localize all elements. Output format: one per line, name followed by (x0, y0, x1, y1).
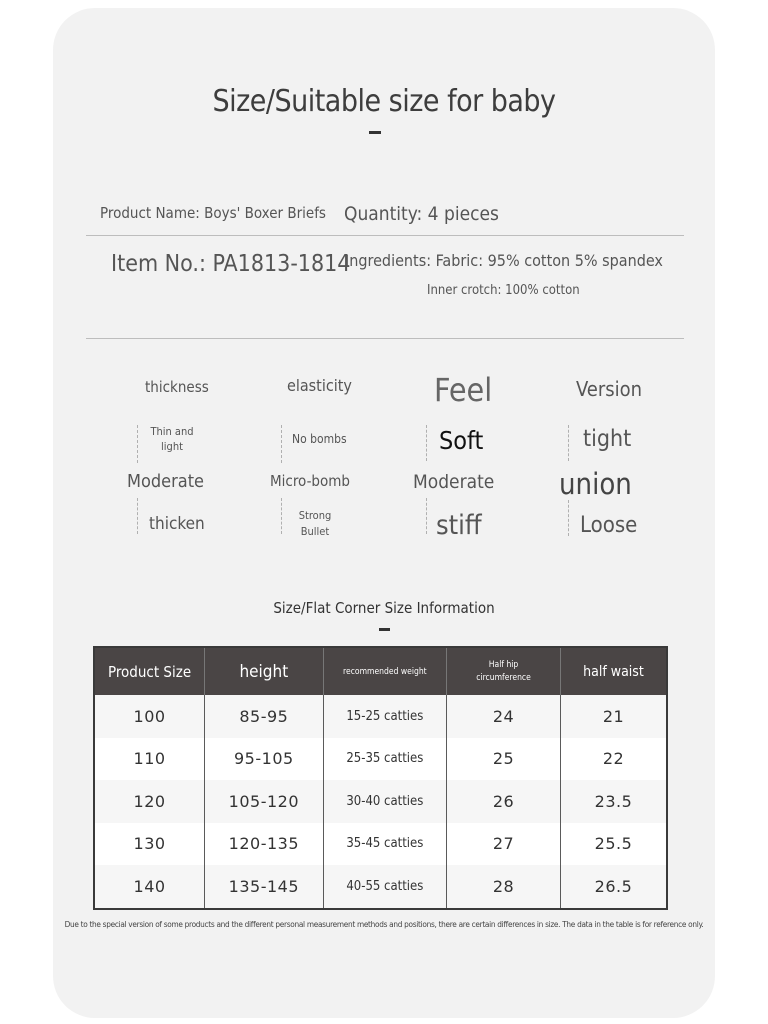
cell-height: 135-145 (205, 865, 324, 909)
version-low: tight (583, 426, 632, 452)
cell-hip: 25 (447, 738, 561, 781)
cell-waist: 23.5 (560, 780, 667, 823)
feel-high: stiff (436, 510, 482, 541)
footnote: Due to the special version of some products and the different personal measurement methods and positions, there are certain differences in size. The data in the table is for reference only. (64, 919, 704, 929)
cell-height: 95-105 (205, 738, 324, 781)
elasticity-low: No bombs (292, 432, 347, 446)
col-header-waist: half waist (560, 647, 667, 695)
feel-header: Feel (434, 371, 493, 409)
scale-line (568, 425, 569, 461)
cell-size: 100 (94, 695, 205, 738)
cell-weight: 15-25 catties (323, 695, 447, 738)
version-mid: union (559, 467, 632, 501)
cell-waist: 25.5 (560, 823, 667, 866)
product-name: Product Name: Boys' Boxer Briefs (100, 204, 326, 222)
version-header: Version (576, 377, 643, 401)
elasticity-mid: Micro-bomb (270, 472, 350, 490)
cell-hip: 27 (447, 823, 561, 866)
scale-line (426, 498, 427, 534)
thickness-mid: Moderate (127, 471, 205, 492)
elasticity-header: elasticity (287, 376, 352, 395)
col-header-size: Product Size (94, 647, 205, 695)
quantity: Quantity: 4 pieces (344, 203, 499, 225)
col-header-weight: recommended weight (323, 647, 447, 695)
ingredients: Ingredients: Fabric: 95% cotton 5% spandex (345, 251, 663, 270)
cell-waist: 22 (560, 738, 667, 781)
version-high: Loose (580, 513, 638, 538)
divider (86, 338, 684, 339)
col-header-hip: Half hip circumference (447, 647, 561, 695)
col-header-height: height (205, 647, 324, 695)
table-row (94, 823, 667, 866)
feel-low: Soft (439, 426, 484, 455)
elasticity-high: Strong Bullet (298, 509, 332, 538)
cell-height: 85-95 (205, 695, 324, 738)
page-title: Size/Suitable size for baby (212, 84, 556, 119)
cell-hip: 26 (447, 780, 561, 823)
scale-line (281, 425, 282, 463)
scale-line (137, 498, 138, 534)
cell-size: 130 (94, 823, 205, 866)
cell-hip: 28 (447, 865, 561, 909)
table-header-row (94, 647, 667, 695)
inner-crotch: Inner crotch: 100% cotton (427, 283, 580, 298)
cell-waist: 26.5 (560, 865, 667, 909)
scale-line (137, 425, 138, 463)
thickness-high: thicken (149, 514, 205, 534)
scale-line (426, 425, 427, 461)
table-row (94, 695, 667, 738)
table-row (94, 738, 667, 781)
feel-mid: Moderate (413, 471, 495, 493)
cell-size: 120 (94, 780, 205, 823)
size-table (93, 646, 668, 910)
cell-weight: 35-45 catties (323, 823, 447, 866)
cell-waist: 21 (560, 695, 667, 738)
cell-weight: 25-35 catties (323, 738, 447, 781)
scale-line (568, 500, 569, 536)
cell-size: 140 (94, 865, 205, 909)
section-underline (379, 628, 390, 631)
cell-weight: 30-40 catties (323, 780, 447, 823)
table-row (94, 865, 667, 909)
thickness-low: Thin and light (150, 425, 194, 453)
cell-hip: 24 (447, 695, 561, 738)
scale-line (281, 498, 282, 534)
cell-weight: 40-55 catties (323, 865, 447, 909)
thickness-header: thickness (145, 378, 209, 396)
cell-size: 110 (94, 738, 205, 781)
title-underline (369, 131, 381, 134)
size-section-title: Size/Flat Corner Size Information (273, 599, 495, 617)
item-number: Item No.: PA1813-1814 (111, 251, 351, 277)
cell-height: 105-120 (205, 780, 324, 823)
divider (86, 235, 684, 236)
table-row (94, 780, 667, 823)
cell-height: 120-135 (205, 823, 324, 866)
